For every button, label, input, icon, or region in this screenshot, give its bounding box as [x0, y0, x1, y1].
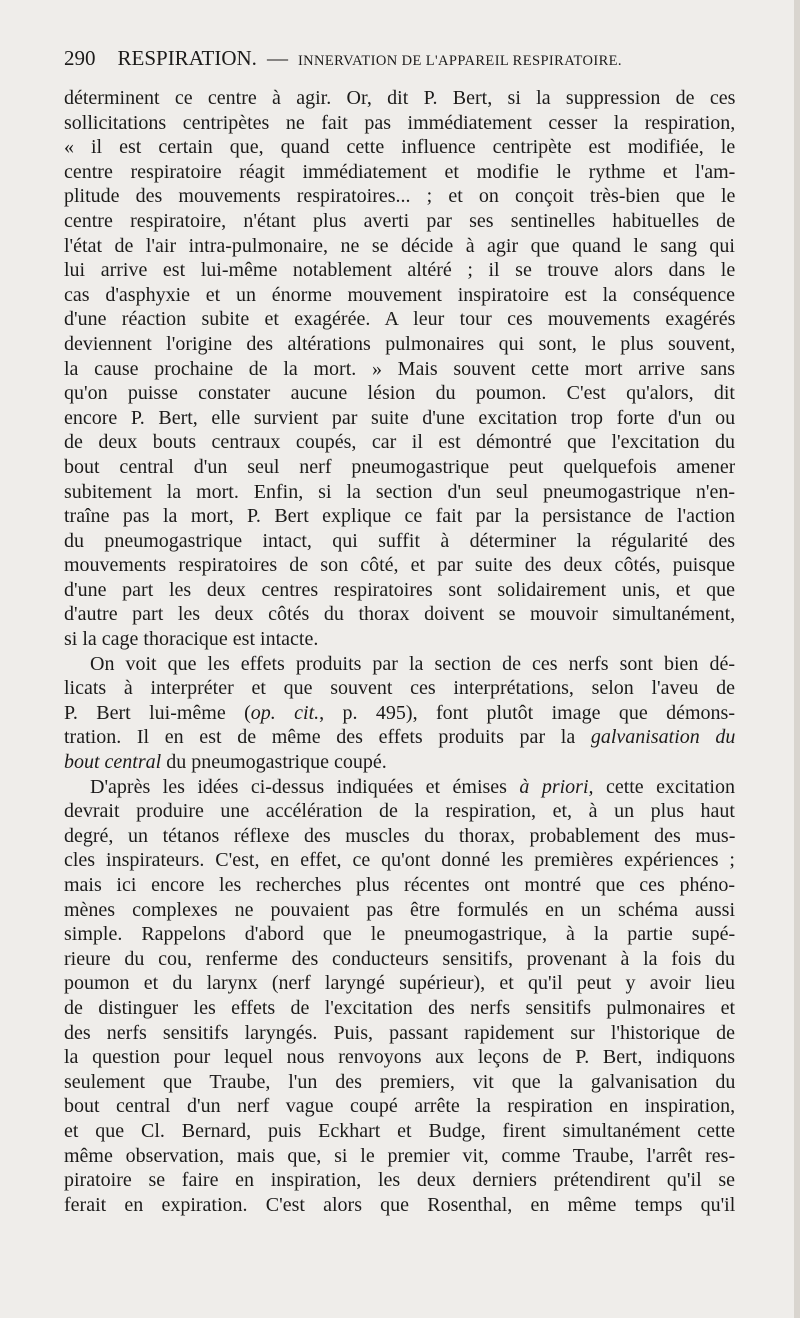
- text-line: l'état de l'air intra-pulmonaire, ne se décide à agir que quand le sang qui: [64, 234, 735, 257]
- italic-term: à priori,: [519, 775, 594, 798]
- text-line: centre respiratoire, n'étant plus averti par ses sentinelles habituelles de: [64, 209, 735, 232]
- text-line: On voit que les effets produits par la section de ces nerfs sont bien dé-: [90, 652, 735, 675]
- text-line: bout central d'un seul nerf pneumogastrique peut quelquefois amener: [64, 455, 735, 478]
- text-line: ferait en expiration. C'est alors que Rosenthal, en même temps qu'il: [64, 1193, 735, 1216]
- text-line: mais ici encore les recherches plus récentes ont montré que ces phéno-: [64, 874, 735, 896]
- text-line: la question pour lequel nous renvoyons aux leçons de P. Bert, indiquons: [64, 1046, 735, 1069]
- text-line: [64, 750, 735, 775]
- text-line: rieure du cou, renferme des conducteurs sensitifs, provenant à la fois du: [64, 947, 735, 970]
- text-line: encore P. Bert, elle survient par suite d'une excitation trop forte d'un ou: [64, 406, 735, 429]
- text-line: mènes complexes ne pouvaient pas être formulés en un schéma aussi: [64, 898, 735, 921]
- text-line: qu'on puisse constater aucune lésion du poumon. C'est qu'alors, dit: [64, 382, 735, 405]
- text-line: du pneumogastrique intact, qui suffit à déterminer la régularité des: [64, 529, 735, 552]
- text-line: licats à interpréter et que souvent ces interprétations, selon l'aveu de: [64, 677, 735, 700]
- text-run: tration. Il en est de même des effets produits par la: [64, 726, 591, 749]
- text-line: si la cage thoracique est intacte.: [64, 628, 319, 651]
- italic-citation: op. cit.: [250, 701, 320, 724]
- text-line: des nerfs sensitifs laryngés. Puis, passant rapidement sur l'historique de: [64, 1021, 735, 1044]
- text-line: de distinguer les effets de l'excitation des nerfs sensitifs pulmonaires et: [64, 996, 735, 1019]
- text-line: deviennent l'origine des altérations pulmonaires qui sont, le plus souvent,: [64, 332, 735, 355]
- text-line: bout central d'un nerf vague coupé arrête la respiration en inspiration,: [64, 1095, 735, 1118]
- text-line: degré, un tétanos réflexe des muscles du thorax, probablement des mus-: [64, 824, 735, 847]
- text-line: [64, 775, 735, 800]
- text-run: D'après les idées ci-dessus indiquées et émises: [90, 775, 520, 798]
- text-run: , p. 495), font plutôt image que démons-: [319, 701, 735, 724]
- italic-term: galvanisation du: [590, 726, 735, 749]
- section-subtitle: INNERVATION DE L'APPAREIL RESPIRATOIRE.: [297, 53, 622, 69]
- header-dash: —: [266, 46, 288, 70]
- running-head: [64, 46, 744, 71]
- text-line: poumon et du larynx (nerf laryngé supérieur), et qu'il peut y avoir lieu: [64, 972, 735, 995]
- text-line: la cause prochaine de la mort. » Mais souvent cette mort arrive sans: [64, 357, 735, 380]
- text-line: seulement que Traube, l'un des premiers, vit que la galvanisation du: [64, 1070, 735, 1093]
- text-line: mouvements respiratoires de son côté, et par suite des deux côtés, puisque: [64, 554, 735, 577]
- text-line: simple. Rappelons d'abord que le pneumogastrique, à la partie supé-: [64, 923, 735, 946]
- text-run: du pneumogastrique coupé.: [161, 751, 387, 774]
- text-line: [64, 725, 735, 750]
- text-line: de deux bouts centraux coupés, car il est démontré que l'excitation du: [64, 431, 735, 454]
- text-line: déterminent ce centre à agir. Or, dit P. Bert, si la suppression de ces: [64, 87, 735, 109]
- paragraph-2: [64, 652, 735, 775]
- section-title: RESPIRATION.: [117, 46, 257, 70]
- text-run: P. Bert lui-même (: [64, 701, 251, 724]
- text-line: même observation, mais que, si le premier vit, comme Traube, l'arrêt res-: [64, 1144, 735, 1167]
- text-run: cette excitation: [593, 775, 735, 798]
- text-line: « il est certain que, quand cette influence centripète est modifiée, le: [64, 136, 735, 159]
- page-number: 290: [64, 46, 96, 70]
- italic-term: bout central: [64, 751, 162, 774]
- text-line: d'une réaction subite et exagérée. A leur tour ces mouvements exagérés: [64, 308, 735, 331]
- text-line: subitement la mort. Enfin, si la section d'un seul pneumogastrique n'en-: [64, 480, 735, 503]
- text-line: et que Cl. Bernard, puis Eckhart et Budge, firent simultanément cette: [64, 1119, 735, 1142]
- text-line: sollicitations centripètes ne fait pas immédiatement cesser la respiration,: [64, 111, 735, 134]
- text-line: [64, 701, 735, 726]
- text-line: plitude des mouvements respiratoires... ; et on conçoit très-bien que le: [64, 185, 735, 208]
- text-line: piratoire se faire en inspiration, les deux derniers prétendirent qu'il se: [64, 1169, 735, 1192]
- text-line: devrait produire une accélération de la respiration, et, à un plus haut: [64, 800, 735, 823]
- text-line: lui arrive est lui-même notablement altéré ; il se trouve alors dans le: [64, 259, 735, 282]
- paragraph-1: [64, 86, 735, 652]
- page-edge: [794, 0, 800, 1318]
- text-line: cles inspirateurs. C'est, en effet, ce qu'ont donné les premières expériences ;: [64, 849, 735, 872]
- text-line: centre respiratoire réagit immédiatement et modifie le rythme et l'am-: [64, 160, 735, 183]
- text-line: d'une part les deux centres respiratoires sont solidairement unis, et que: [64, 578, 735, 601]
- paragraph-3: [64, 775, 735, 1218]
- text-line: d'autre part les deux côtés du thorax doivent se mouvoir simultanément,: [64, 603, 735, 626]
- text-line: traîne pas la mort, P. Bert explique ce fait par la persistance de l'action: [64, 505, 735, 528]
- text-line: cas d'asphyxie et un énorme mouvement inspiratoire est la conséquence: [64, 283, 735, 306]
- body-text: [64, 86, 735, 1217]
